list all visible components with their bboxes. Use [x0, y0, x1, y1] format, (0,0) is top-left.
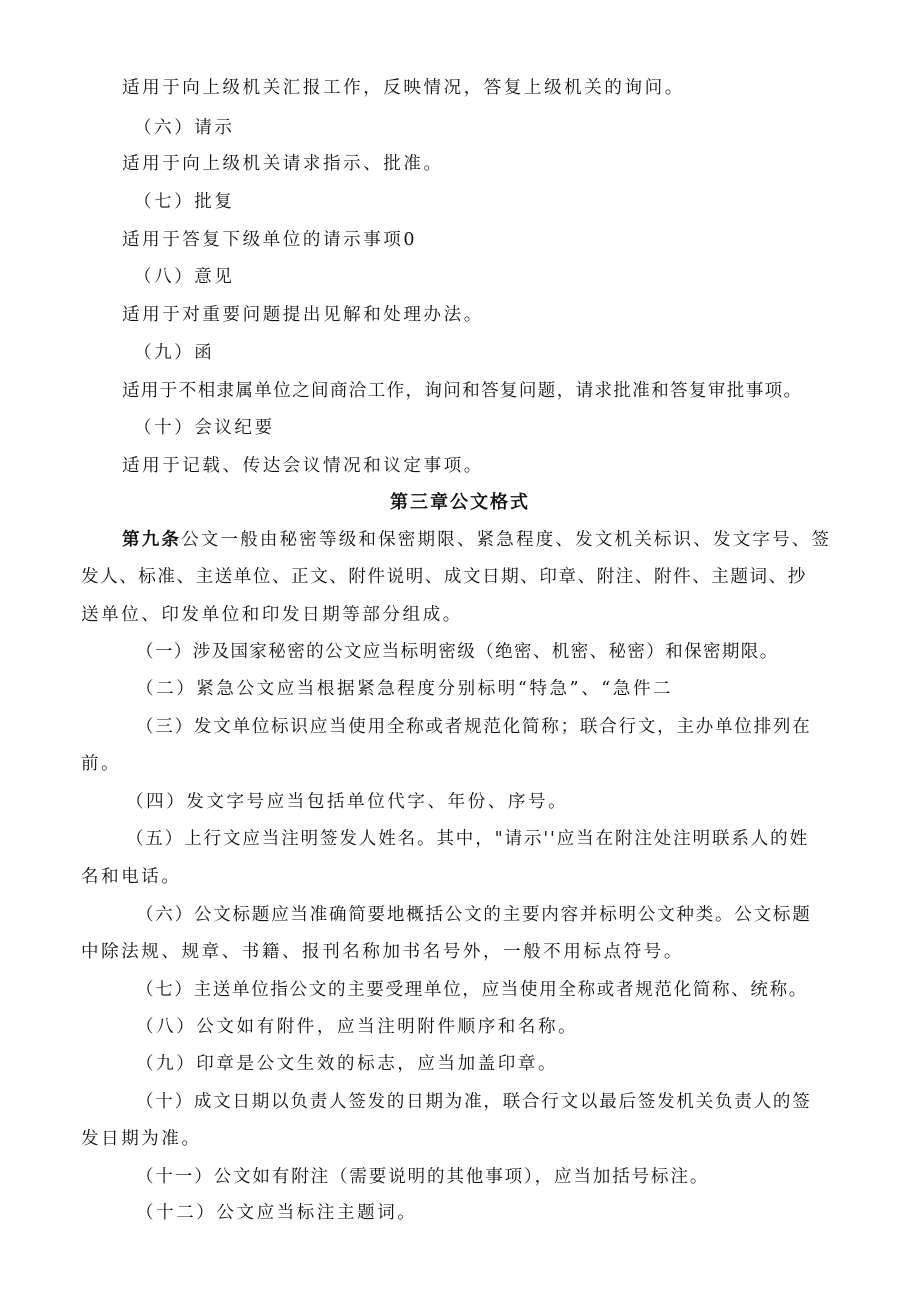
item-5-line-2: 名和电话。 — [81, 867, 182, 887]
item-10-line-2: 发日期为准。 — [81, 1129, 202, 1149]
paragraph-yijian-desc: 适用于对重要问题提出见解和处理办法。 — [122, 305, 484, 325]
item-3-line-2: 前。 — [81, 754, 122, 774]
section-heading-han: （九）函 — [134, 343, 215, 363]
section-heading-pifu: （七）批复 — [134, 192, 235, 212]
item-4: （四）发文字号应当包括单位代字、年份、序号。 — [126, 792, 569, 812]
section-heading-huiyijiyao: （十）会议纪要 — [134, 418, 275, 438]
item-3-line-1: （三）发文单位标识应当使用全称或者规范化简称；联合行文，主办单位排列在 — [136, 717, 812, 737]
item-10-line-1: （十）成文日期以负责人签发的日期为准，联合行文以最后签发机关负责人的签 — [136, 1092, 812, 1112]
item-2: （二）紧急公文应当根据紧急程度分别标明“特急”、“急件二 — [136, 679, 674, 699]
item-8: （八）公文如有附件，应当注明附件顺序和名称。 — [136, 1017, 579, 1037]
item-6-line-1: （六）公文标题应当准确简要地概括公文的主要内容并标明公文种类。公文标题 — [136, 905, 812, 925]
chapter-heading: 第三章公文格式 — [390, 492, 530, 513]
paragraph-qingshi-desc: 适用于向上级机关请求指示、批准。 — [122, 154, 444, 174]
paragraph-pifu-desc: 适用于答复下级单位的请示事项0 — [122, 230, 418, 250]
section-heading-qingshi: （六）请示 — [134, 118, 235, 138]
paragraph-baogao-desc: 适用于向上级机关汇报工作，反映情况，答复上级机关的询问。 — [122, 78, 685, 98]
section-heading-yijian: （八）意见 — [134, 267, 235, 287]
item-6-line-2: 中除法规、规章、书籍、报刊名称加书名号外，一般不用标点符号。 — [81, 942, 684, 962]
item-11: （十一）公文如有附注（需要说明的其他事项），应当加括号标注。 — [136, 1167, 710, 1187]
article-9-line-1 — [122, 528, 831, 552]
paragraph-huiyijiyao-desc: 适用于记载、传达会议情况和议定事项。 — [122, 456, 484, 476]
item-1: （一）涉及国家秘密的公文应当标明密级（绝密、机密、秘密）和保密期限。 — [136, 642, 779, 662]
paragraph-han-desc: 适用于不相隶属单位之间商洽工作，询问和答复问题，请求批准和答复审批事项。 — [122, 381, 803, 401]
article-9-text: 公文一般由秘密等级和保密期限、紧急程度、发文机关标识、发文字号、签 — [181, 530, 832, 550]
item-9: （九）印章是公文生效的标志，应当加盖印章。 — [136, 1054, 559, 1074]
article-9-line-2: 发人、标准、主送单位、正文、附件说明、成文日期、印章、附注、附件、主题词、抄 — [81, 567, 807, 587]
item-7: （七）主送单位指公文的主要受理单位，应当使用全称或者规范化简称、统称。 — [136, 980, 808, 1000]
article-9-label: 第九条 — [122, 530, 182, 550]
item-5-line-1: （五）上行文应当注明签发人姓名。其中，"请示''应当在附注处注明联系人的姓 — [126, 829, 809, 849]
article-9-line-3: 送单位、印发单位和印发日期等部分组成。 — [81, 605, 463, 625]
item-12: （十二）公文应当标注主题词。 — [136, 1203, 418, 1223]
